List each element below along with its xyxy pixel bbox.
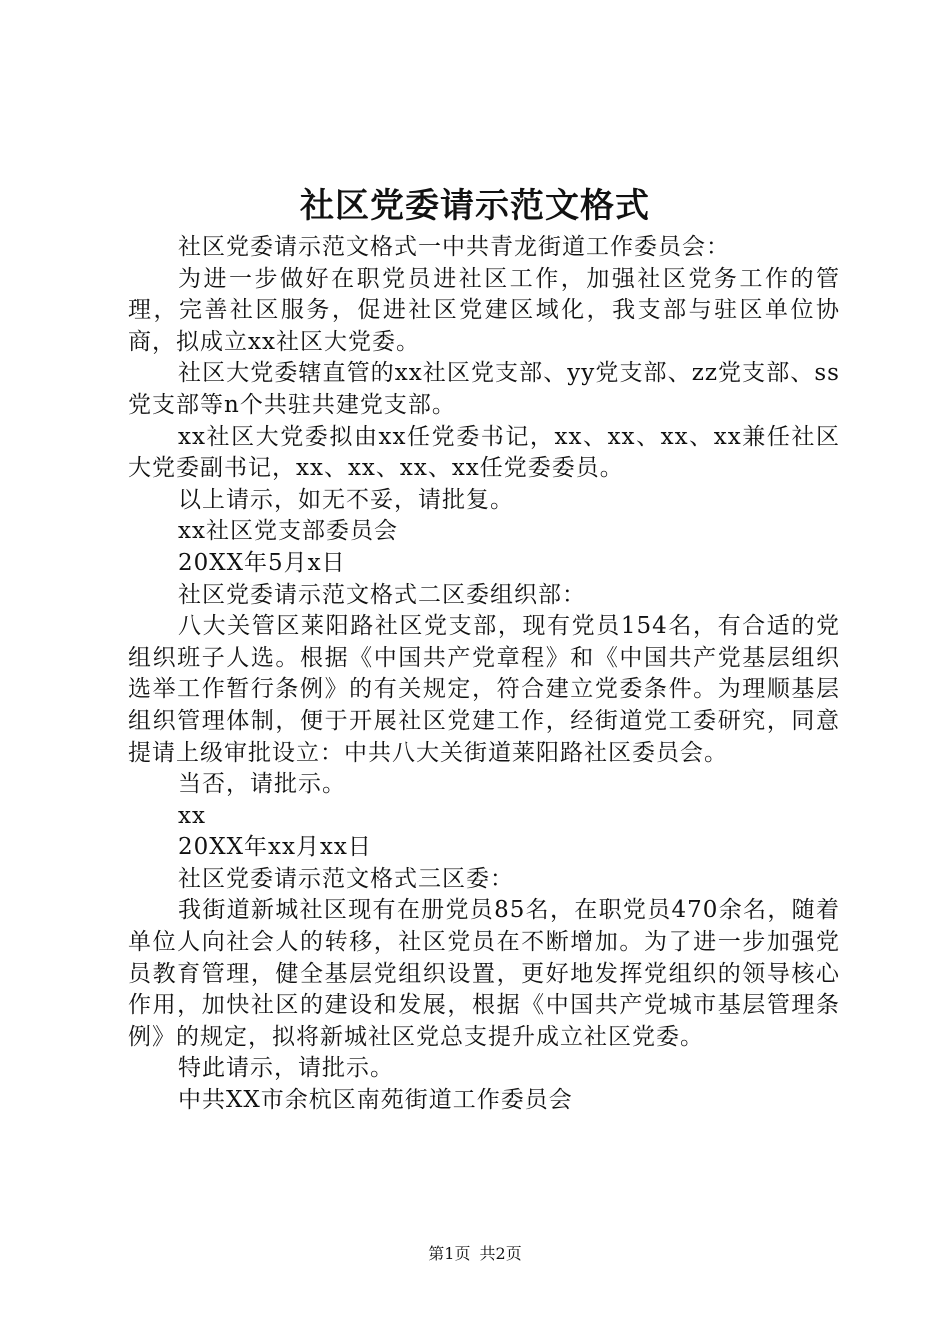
date-line: 20XX年5月x日 <box>178 549 346 576</box>
paragraph: 社区大党委辖直管的xx社区党支部、yy党支部、zz党支部、ss党支部等n个共驻共建党支部。 <box>128 360 840 418</box>
paragraph: xx社区大党委拟由xx任党委书记，xx、xx、xx、xx兼任社区大党委副书记，xx、xx、xx、xx任党委委员。 <box>128 423 840 482</box>
document-body <box>128 232 840 1117</box>
signature-line: 中共XX市余杭区南苑街道工作委员会 <box>178 1087 573 1114</box>
page-total: 共2页 <box>479 1244 522 1263</box>
paragraph: 社区党委请示范文格式一中共青龙街道工作委员会： <box>178 234 730 260</box>
paragraph: 社区党委请示范文格式三区委： <box>178 865 514 892</box>
signature-line: xx社区党支部委员会 <box>178 518 398 545</box>
signature-line: xx <box>178 802 206 829</box>
paragraph: 我街道新城社区现有在册党员85名，在职党员470余名，随着单位人向社会人的转移，社区党员在不断增加。为了进一步加强党员教育管理，健全基层党组织设置，更好地发挥党组织的领导核心作用，加快社区的建设和发展，根据《中国共产党城市基层管理条例》的规定，拟将新城社区党总支提升成立社区党委。 <box>128 897 840 1050</box>
paragraph: 特此请示，请批示。 <box>178 1055 394 1082</box>
paragraph: 八大关管区莱阳路社区党支部，现有党员154名，有合适的党组织班子人选。根据《中国共产党章程》和《中国共产党基层组织选举工作暂行条例》的有关规定，符合建立党委条件。为理顺基层组织管理体制，便于开展社区党建工作，经街道党工委研究，同意提请上级审批设立：中共八大关街道莱阳路社区委员会。 <box>128 613 840 766</box>
paragraph: 社区党委请示范文格式二区委组织部： <box>178 581 586 608</box>
paragraph: 为进一步做好在职党员进社区工作，加强社区党务工作的管理，完善社区服务，促进社区党建区域化，我支部与驻区单位协商，拟成立xx社区大党委。 <box>128 265 840 355</box>
page-number: 第1页 <box>428 1244 471 1263</box>
paragraph: 以上请示，如无不妥，请批复。 <box>178 486 514 513</box>
date-line: 20XX年xx月xx日 <box>178 834 372 861</box>
paragraph: 当否，请批示。 <box>178 771 346 798</box>
document-title: 社区党委请示范文格式 <box>300 186 650 226</box>
page-footer <box>0 1244 950 1264</box>
